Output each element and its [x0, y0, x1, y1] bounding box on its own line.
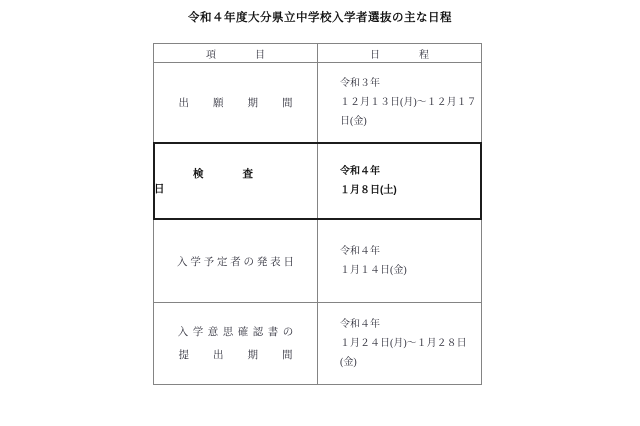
header-schedule: 日程 [370, 49, 468, 61]
item-cell [154, 303, 318, 384]
date-cell [318, 303, 481, 384]
item-cell: 入学予定者の発表日 [154, 220, 318, 302]
table-row-exam-day [154, 143, 481, 220]
date-cell [318, 63, 481, 142]
date-year: 令和４年 [340, 166, 380, 177]
item-line2: 提出期間 [178, 349, 317, 361]
page-title: 令和４年度大分県立中学校入学者選抜の主な日程 [188, 12, 452, 24]
schedule-table [153, 43, 482, 385]
date-cell [318, 143, 481, 219]
date-range: １月２４日(月)～１月２８日(金) [340, 338, 467, 368]
date-range: １２月１３日(月)～１２月１７日(金) [340, 97, 477, 127]
table-row-announcement-day [154, 220, 481, 303]
date-range: １月８日(土) [340, 185, 397, 196]
item-cell: 検査日 [154, 143, 318, 219]
table-row-confirmation-submission [154, 303, 481, 384]
table-header-row [154, 44, 481, 63]
date-year: 令和４年 [340, 246, 380, 257]
table-row-application-period [154, 63, 481, 143]
item-cell: 出願期間 [154, 63, 318, 142]
header-item: 項目 [154, 44, 318, 62]
date-year: 令和４年 [340, 319, 380, 330]
date-cell [318, 220, 481, 302]
item-line1: 入学意思確認書の [177, 326, 298, 338]
date-range: １月１４日(金) [340, 265, 407, 276]
date-year: 令和３年 [340, 78, 380, 89]
